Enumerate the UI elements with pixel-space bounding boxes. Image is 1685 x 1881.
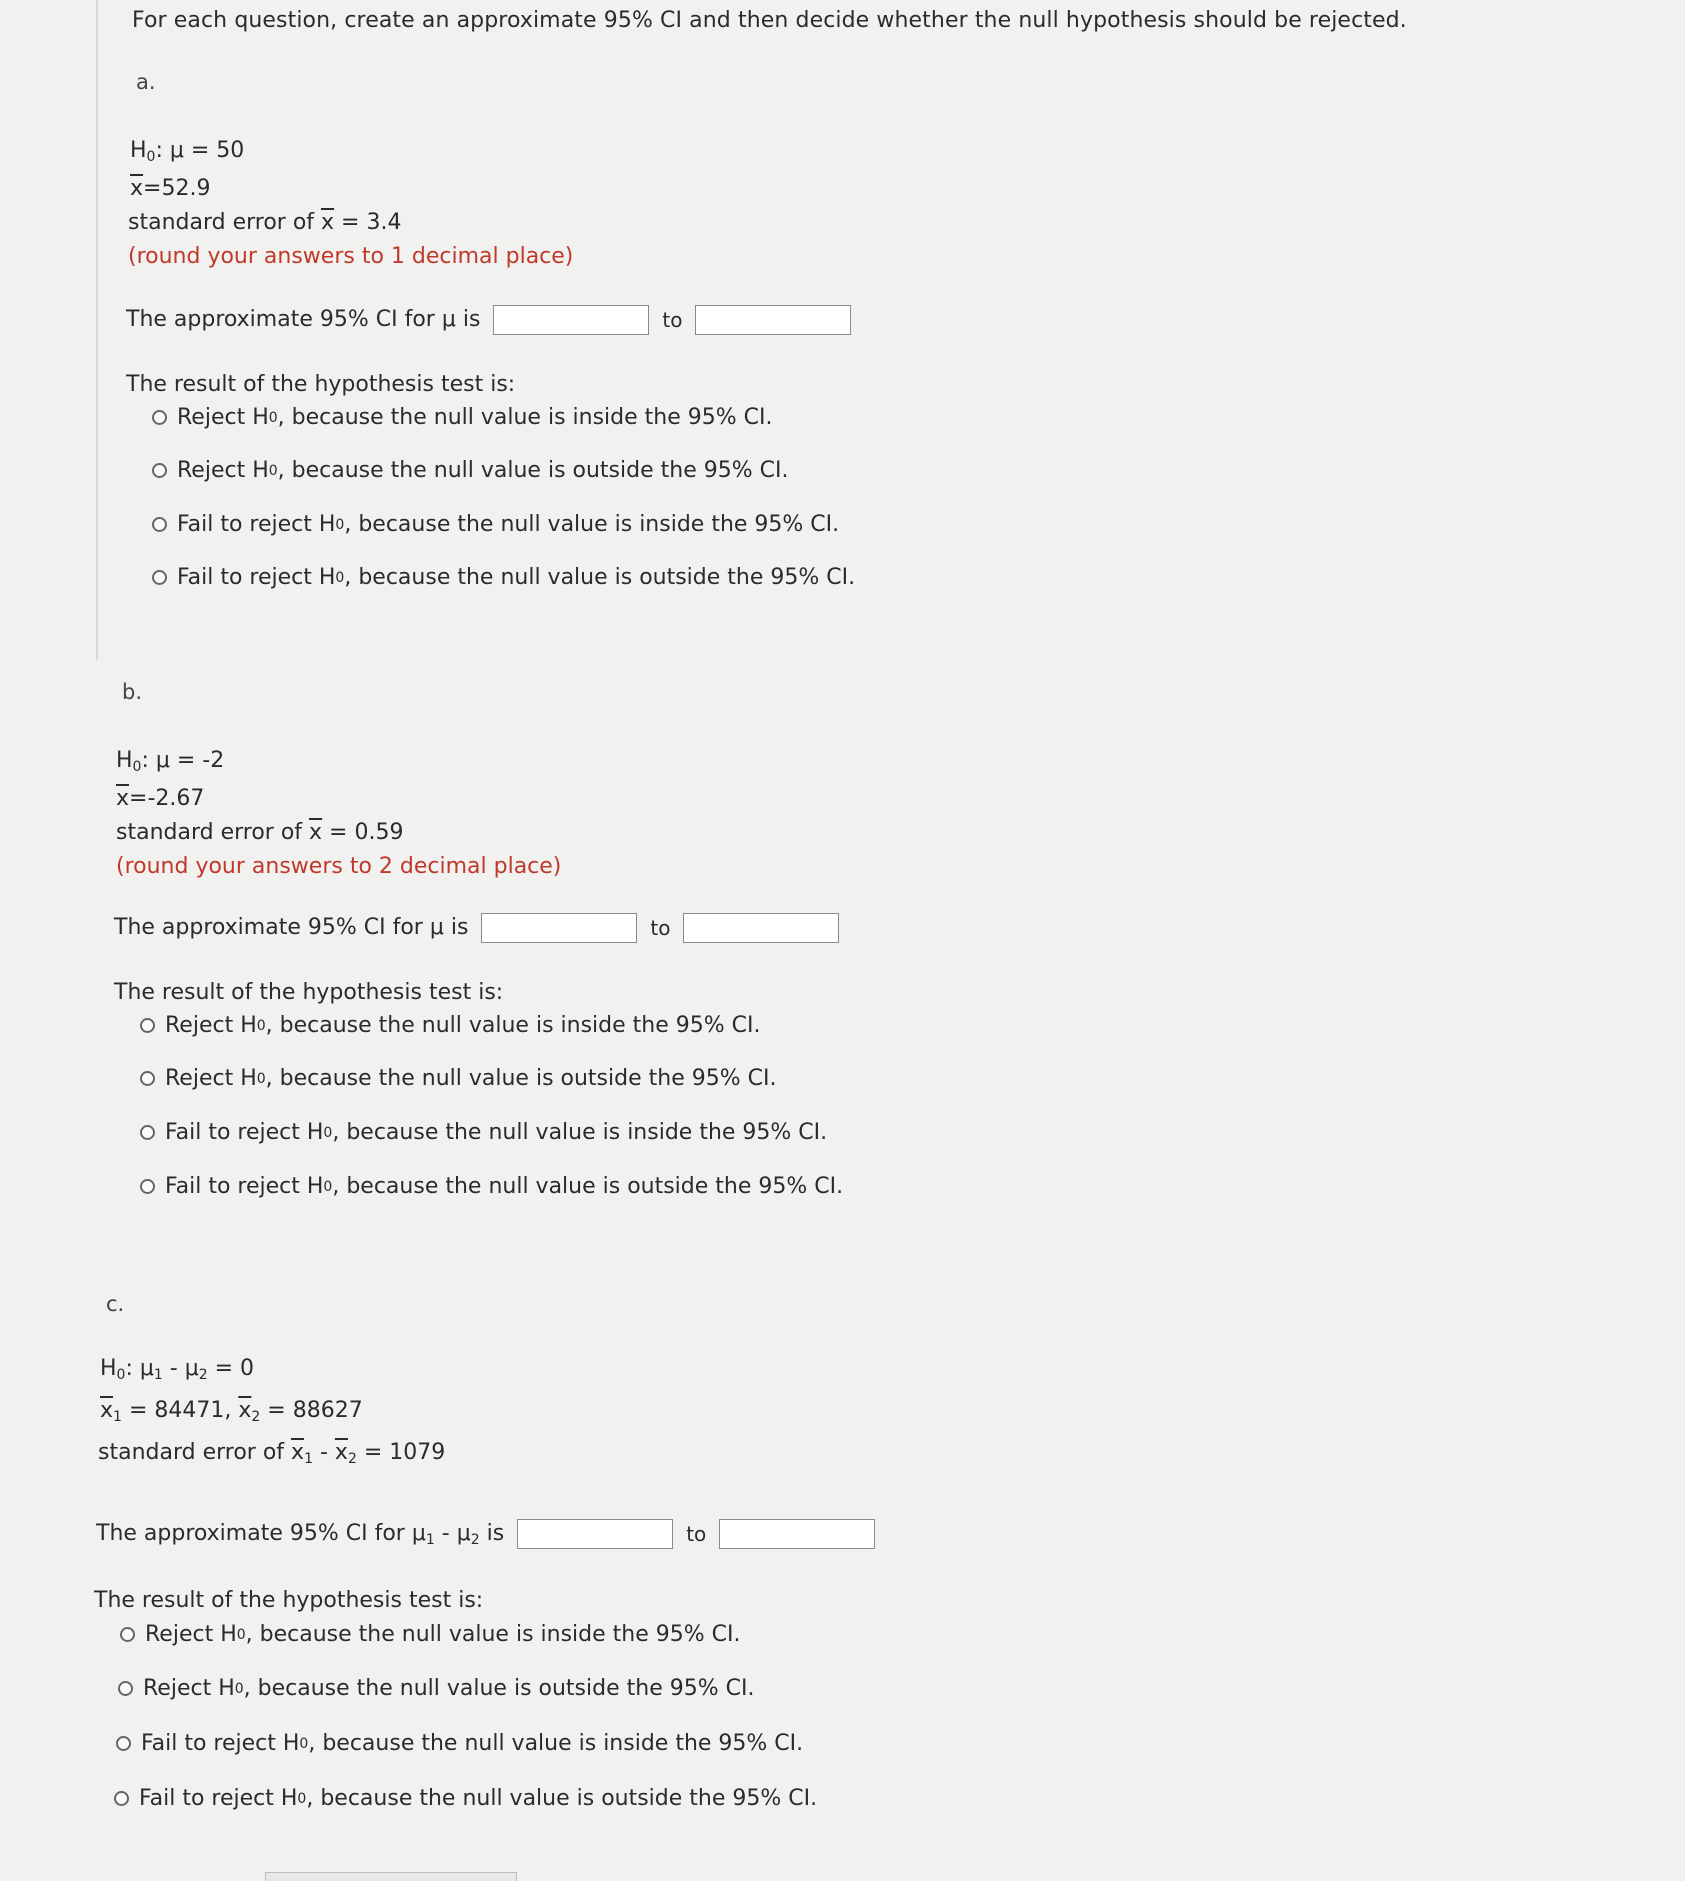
part-c-hypothesis: $H_0$: $\mu_1 - \mu_2 = 0$ [100, 1356, 255, 1383]
part-a-rounding-note: (round your answers to 1 decimal place) [128, 244, 574, 269]
part-a-option-fail-inside[interactable]: Fail to reject H 0 , because the null value is inside the 95% CI. [152, 512, 839, 537]
radio-button[interactable] [140, 1179, 155, 1194]
part-a-hypothesis: $H_0$: μ = 50 [130, 138, 245, 165]
radio-button[interactable] [120, 1627, 135, 1642]
part-b-option-reject-outside[interactable]: Reject H 0 , because the null value is outside the 95% CI. [140, 1066, 776, 1091]
part-c-result-heading: The result of the hypothesis test is: [94, 1588, 484, 1613]
instructions-text: For each question, create an approximate 95% CI and then decide whether the null hypothesis should be rejected. [132, 8, 1407, 33]
part-c-option-reject-inside[interactable]: Reject H 0 , because the null value is inside the 95% CI. [120, 1622, 740, 1647]
part-a-option-fail-outside[interactable]: Fail to reject H 0 , because the null value is outside the 95% CI. [152, 565, 855, 590]
radio-button[interactable] [140, 1018, 155, 1033]
part-c-standard-error: standard error of $\overline{x}_1 - \overline{x}_2 = 1079$ [98, 1440, 446, 1467]
part-c-ci-low-input[interactable] [517, 1519, 673, 1549]
radio-button[interactable] [116, 1736, 131, 1751]
part-c-sample-means: $\overline{x}_1 = 84471$, $\overline{x}_2 = 88627$ [100, 1398, 363, 1425]
part-c-ci-row [96, 1519, 881, 1549]
part-a-option-reject-inside[interactable]: Reject H 0 , because the null value is inside the 95% CI. [152, 405, 772, 430]
radio-button[interactable] [152, 517, 167, 532]
radio-button[interactable] [114, 1791, 129, 1806]
part-a-ci-row [126, 305, 857, 335]
part-c-option-fail-inside[interactable]: Fail to reject H 0 , because the null value is inside the 95% CI. [116, 1731, 803, 1756]
part-a-sample-mean: $\overline{x}=52.9$ [130, 176, 211, 201]
part-a-ci-low-input[interactable] [493, 305, 649, 335]
part-b-sample-mean: $\overline{x}=-2.67$ [116, 786, 205, 811]
part-a-standard-error: standard error of $\overline{x} = 3.4$ [128, 210, 402, 235]
radio-button[interactable] [152, 410, 167, 425]
part-c-ci-high-input[interactable] [719, 1519, 875, 1549]
part-b-standard-error: standard error of $\overline{x} = 0.59$ [116, 820, 404, 845]
part-b-letter: b. [122, 680, 143, 704]
radio-button[interactable] [118, 1681, 133, 1696]
part-c-ci-prompt: The approximate 95% CI for $\mu_1 - \mu_2$ is [96, 1521, 505, 1548]
part-a-ci-high-input[interactable] [695, 305, 851, 335]
radio-button[interactable] [152, 463, 167, 478]
radio-button[interactable] [140, 1125, 155, 1140]
part-b-option-fail-outside[interactable]: Fail to reject H 0 , because the null value is outside the 95% CI. [140, 1174, 843, 1199]
part-b-hypothesis: $H_0$: μ = -2 [116, 748, 225, 775]
part-b-rounding-note: (round your answers to 2 decimal place) [116, 854, 562, 879]
part-b-ci-row [114, 913, 845, 943]
part-b-to-label: to [650, 916, 671, 940]
radio-button[interactable] [152, 570, 167, 585]
part-c-option-reject-outside[interactable]: Reject H 0 , because the null value is outside the 95% CI. [118, 1676, 754, 1701]
part-c-letter: c. [106, 1292, 125, 1316]
part-b-option-fail-inside[interactable]: Fail to reject H 0 , because the null value is inside the 95% CI. [140, 1120, 827, 1145]
part-b-ci-high-input[interactable] [683, 913, 839, 943]
radio-button[interactable] [140, 1071, 155, 1086]
part-c-to-label: to [686, 1522, 707, 1546]
part-b-ci-prompt: The approximate 95% CI for μ is [114, 915, 469, 940]
part-b-ci-low-input[interactable] [481, 913, 637, 943]
part-a-option-reject-outside[interactable]: Reject H 0 , because the null value is outside the 95% CI. [152, 458, 788, 483]
part-a-result-heading: The result of the hypothesis test is: [126, 372, 516, 397]
left-rule [96, 0, 98, 660]
part-b-option-reject-inside[interactable]: Reject H 0 , because the null value is inside the 95% CI. [140, 1013, 760, 1038]
part-a-letter: a. [136, 70, 156, 94]
part-a-ci-prompt: The approximate 95% CI for μ is [126, 307, 481, 332]
part-b-result-heading: The result of the hypothesis test is: [114, 980, 504, 1005]
part-a-to-label: to [662, 308, 683, 332]
part-c-option-fail-outside[interactable]: Fail to reject H 0 , because the null value is outside the 95% CI. [114, 1786, 817, 1811]
